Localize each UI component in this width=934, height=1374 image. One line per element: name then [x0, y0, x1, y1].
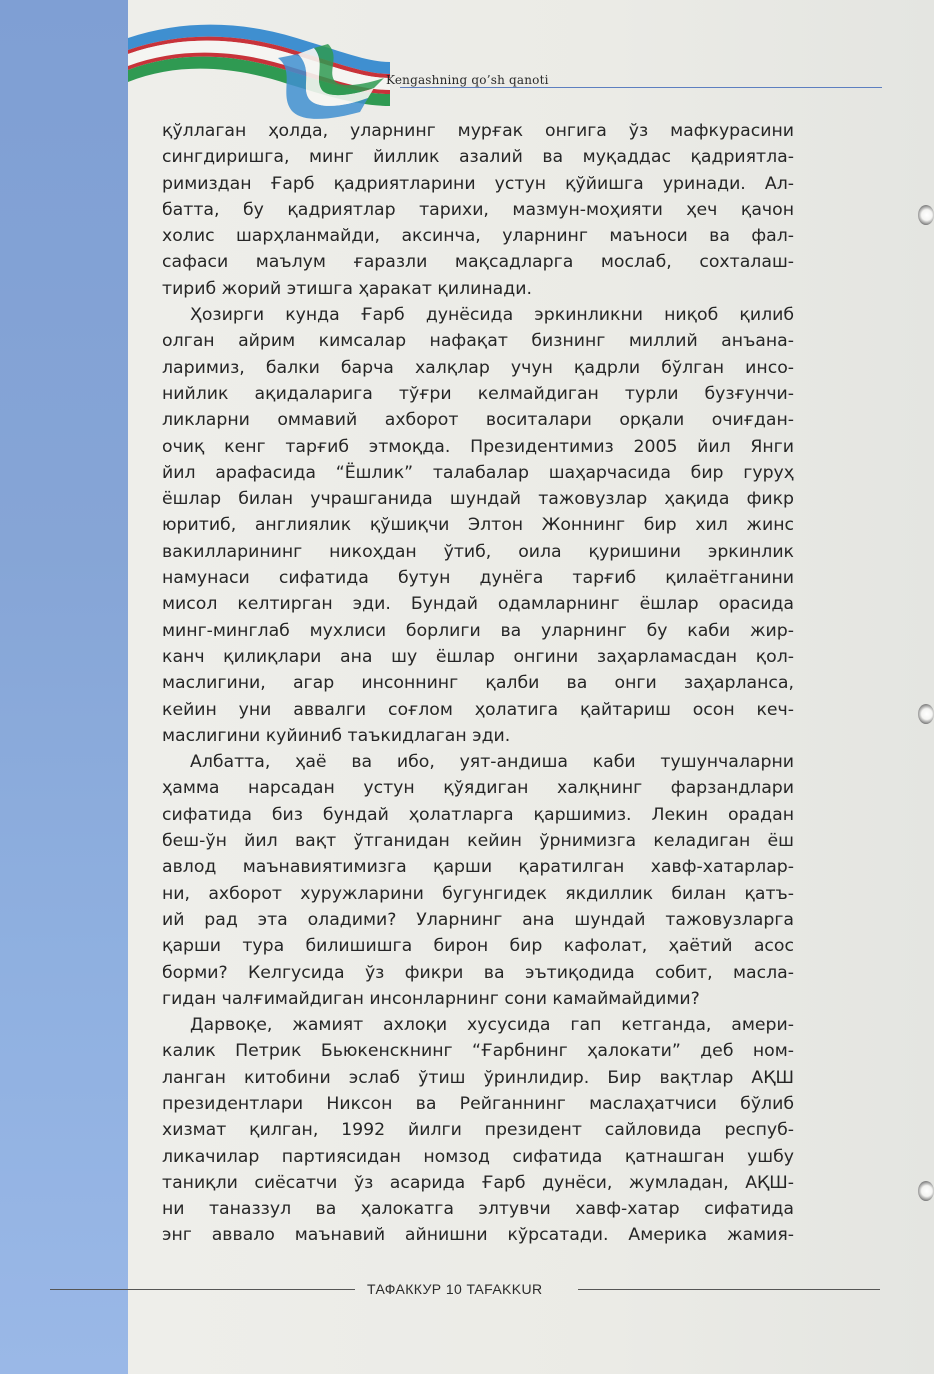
text-line: ликларни оммавий ахборот воситалари орқали очиғдан- [162, 410, 794, 431]
text-line: маслигини, агар инсоннинг қалби ва онги заҳарланса, [162, 673, 794, 694]
text-line: Ҳозирги кунда Ғарб дунёсида эркинликни ниқоб қилиб [190, 305, 794, 326]
footer-rule-right [578, 1289, 880, 1290]
text-line: қўллаган ҳолда, уларнинг мурғак онгига ўз мафкурасини [162, 121, 794, 141]
article-body [162, 118, 794, 1249]
text-line: президентлари Никсон ва Рейганнинг маслаҳатчиси бўлиб [162, 1093, 794, 1114]
text-line: батта, бу қадриятлар тарихи, мазмун-моҳияти ҳеч қачон [162, 199, 794, 220]
text-line: авлод маънавиятимизга қарши қаратилган хавф-хатарлар- [162, 857, 794, 878]
footer-page-label: ТАФАККУР 10 TAFAKKUR [367, 1281, 543, 1297]
text-line: нийлик ақидаларига тўғри келмайдиган турли бузғунчи- [162, 383, 794, 404]
text-line: канч қилиқлари ана шу ёшлар онгини заҳарламасдан қол- [162, 646, 794, 667]
text-line: сингдиришга, минг йиллик азалий ва муқаддас қадриятла- [162, 147, 794, 168]
text-line: намунаси сифатида бутун дунёга тарғиб қилаётганини [162, 568, 794, 589]
text-line: ларимиз, балки барча халқлар учун қадрли бўлган инсо- [162, 357, 794, 378]
text-line: вакилларининг никоҳдан ўтиб, оила қуришини эркинлик [162, 541, 794, 562]
text-line: энг аввало маънавий айнишни кўрсатади. Америка жамия- [162, 1225, 794, 1246]
text-line: беш-ўн йил вақт ўтганидан кейин ўрнимизга келадиган ёш [162, 831, 794, 852]
text-line: сафаси маълум ғаразли мақсадларга мослаб, сохталаш- [162, 252, 794, 273]
text-line: таниқли сиёсатчи ўз асарида Ғарб дунёси, жумладан, АҚШ- [162, 1172, 794, 1193]
text-line: ёшлар билан учрашганида шундай тажовузлар ҳақида фикр [162, 489, 794, 510]
text-line: юритиб, англиялик қўшиқчи Элтон Жоннинг бир хил жинс [162, 515, 794, 536]
binder-hole [918, 205, 934, 225]
text-line: кейин уни аввалги соғлом ҳолатига қайтариш осон кеч- [162, 699, 794, 720]
binder-hole [918, 1181, 934, 1201]
text-line: ланган китобини эслаб ўтиш ўринлидир. Бир вақтлар АҚШ [162, 1067, 794, 1088]
text-line: ликачилар партиясидан номзод сифатида қатнашган ушбу [162, 1146, 794, 1167]
text-line: минг-минглаб мухлиси борлиги ва уларнинг бу каби жир- [162, 620, 794, 641]
text-line: қарши тура билишишга бирон бир кафолат, ҳаётий асос [162, 936, 794, 957]
text-line: йил арафасида “Ёшлик” талабалар шаҳарчасида бир гуруҳ [162, 462, 794, 483]
text-line: холис шарҳланмайди, аксинча, уларнинг маъноси ва фал- [162, 226, 794, 247]
text-line: Албатта, ҳаё ва ибо, уят-андиша каби тушунчаларни [190, 752, 794, 773]
text-line: ий рад эта оладими? Уларнинг ана шундай тажовузларга [162, 909, 794, 930]
text-line: тириб жорий этишга ҳаракат қилинади. [162, 278, 532, 299]
blue-side-band [0, 0, 128, 1374]
text-line: маслигини куйиниб таъкидлаган эди. [162, 725, 511, 746]
text-line: римиздан Ғарб қадриятларини устун қўйишга уринади. Ал- [162, 173, 794, 194]
text-line: калик Петрик Бьюкенскнинг “Ғарбнинг ҳалокати” деб ном- [162, 1041, 794, 1062]
text-line: олган айрим кимсалар нафақат бизнинг миллий анъана- [162, 331, 794, 352]
text-line: ҳамма нарсадан устун қўядиган халқнинг фарзандлари [162, 778, 794, 799]
waving-flag-ribbon [128, 0, 428, 130]
text-line: ни, ахборот хуружларини бугунгидек якдиллик билан қатъ- [162, 883, 794, 904]
text-line: мисол келтирган эди. Бундай одамларнинг ёшлар орасида [162, 594, 794, 615]
running-title: Kengashning qo’sh qanoti [386, 73, 549, 87]
text-line: хизмат қилган, 1992 йилги президент сайловида респуб- [162, 1120, 794, 1141]
text-line: борми? Келгусида ўз фикри ва эътиқодида собит, масла- [162, 962, 794, 983]
text-line: гидан чалғимайдиган инсонларнинг сони камаймайдими? [162, 988, 700, 1009]
header-rule [400, 87, 882, 88]
binder-hole [918, 704, 934, 724]
text-line: ни таназзул ва ҳалокатга элтувчи хавф-хатар сифатида [162, 1199, 794, 1220]
footer-rule-left [50, 1289, 355, 1290]
text-line: сифатида биз бундай ҳолатларга қаршимиз. Лекин орадан [162, 804, 794, 825]
text-line: Дарвоқе, жамият ахлоқи хусусида гап кетганда, амери- [190, 1015, 794, 1036]
text-line: очиқ кенг тарғиб этмоқда. Президентимиз 2005 йил Янги [162, 436, 794, 457]
